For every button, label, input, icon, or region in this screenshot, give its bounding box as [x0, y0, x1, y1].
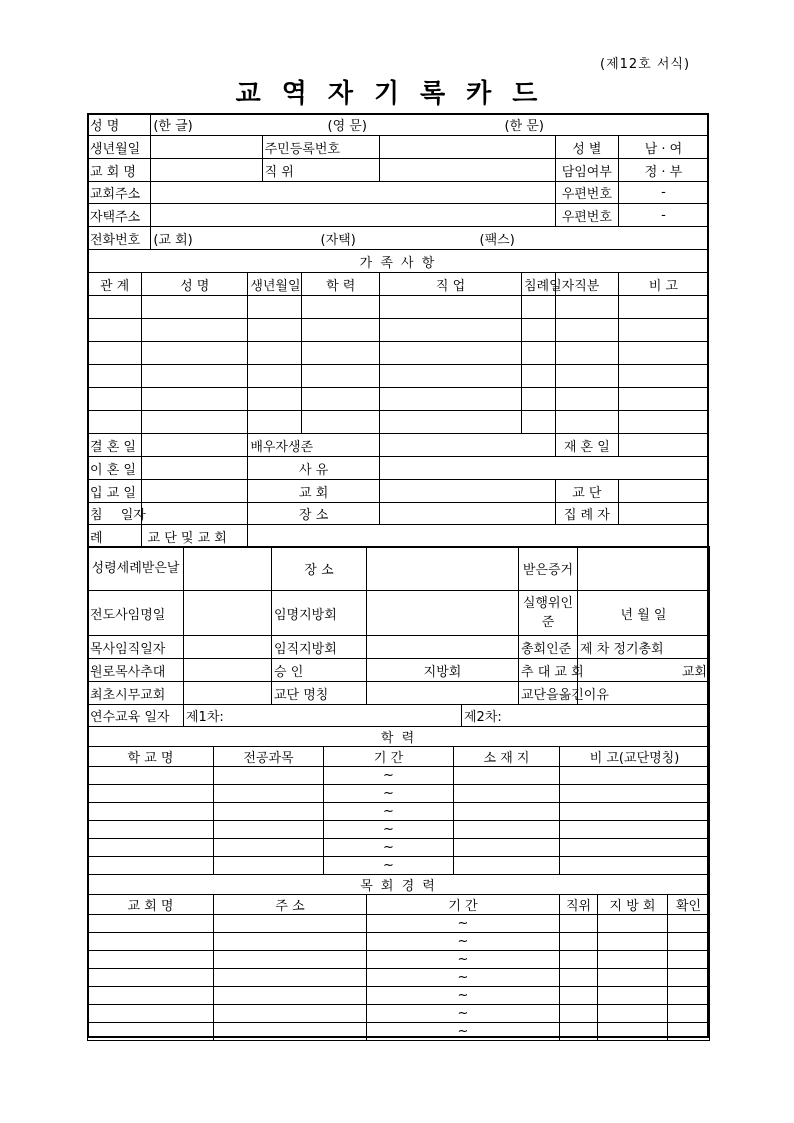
- ministry-cell[interactable]: [88, 987, 214, 1005]
- family-cell[interactable]: [618, 342, 708, 365]
- committee-date-field[interactable]: 년 월 일: [578, 591, 710, 636]
- phone-label: 전화번호: [88, 227, 151, 250]
- church-name-label: 교 회 명: [88, 159, 151, 182]
- divorce-date-label: 이 혼 일: [88, 457, 142, 480]
- ministry-cell[interactable]: [598, 1005, 668, 1023]
- ministry-cell[interactable]: [88, 969, 214, 987]
- ministry-period-cell[interactable]: ~: [367, 933, 560, 951]
- baptism-place-field[interactable]: [380, 503, 556, 525]
- confirmation-place-field[interactable]: [367, 547, 519, 591]
- education-cell[interactable]: [560, 839, 710, 857]
- education-cell[interactable]: [88, 839, 214, 857]
- family-cell[interactable]: [248, 388, 302, 411]
- committee-label: 실행위인준: [519, 591, 578, 636]
- birthdate-field[interactable]: [151, 136, 262, 159]
- min-col-address: 주 소: [214, 895, 367, 915]
- position-label: 직 위: [262, 159, 379, 182]
- ministry-cell[interactable]: [560, 1005, 598, 1023]
- family-cell[interactable]: [248, 411, 302, 434]
- name-field[interactable]: [151, 114, 709, 136]
- family-cell[interactable]: [380, 296, 522, 319]
- phone-home-label: (자택): [320, 232, 356, 248]
- family-cell[interactable]: [618, 365, 708, 388]
- family-cell[interactable]: [555, 365, 618, 388]
- denomination-field[interactable]: [618, 480, 708, 503]
- ministry-period-cell[interactable]: ~: [367, 1023, 560, 1041]
- education-cell[interactable]: [214, 821, 324, 839]
- phone-field[interactable]: [151, 227, 709, 250]
- approval-label: 승 인: [272, 659, 367, 682]
- family-cell[interactable]: [142, 388, 248, 411]
- education-cell[interactable]: [214, 803, 324, 821]
- church-address-field[interactable]: [151, 182, 555, 204]
- church-postal-field[interactable]: -: [618, 182, 708, 204]
- family-cell[interactable]: [142, 365, 248, 388]
- name-cn-label: (한 문): [504, 119, 544, 134]
- min-col-position: 직위: [560, 895, 598, 915]
- birthdate-label: 생년월일: [88, 136, 151, 159]
- evangelist-date-label: 전도사임명일: [88, 591, 184, 636]
- ministry-row: [88, 915, 710, 933]
- ministry-cell[interactable]: [560, 969, 598, 987]
- ministry-cell[interactable]: [598, 933, 668, 951]
- appointing-district-field[interactable]: [367, 591, 519, 636]
- ministry-cell[interactable]: [560, 1023, 598, 1041]
- education-cell[interactable]: [454, 767, 560, 785]
- ministry-section-heading: 목 회 경 력: [88, 875, 710, 895]
- ministry-period-cell[interactable]: ~: [367, 915, 560, 933]
- family-cell[interactable]: [248, 296, 302, 319]
- edu-col-major: 전공과목: [214, 747, 324, 767]
- education-section-heading: 학 력: [88, 727, 710, 747]
- join-church-field[interactable]: [380, 480, 556, 503]
- education-row: [88, 767, 710, 785]
- position-field[interactable]: [380, 159, 556, 182]
- remarriage-date-label: 재 혼 일: [555, 434, 618, 457]
- edu-col-remarks: 비 고(교단명칭): [560, 747, 710, 767]
- ministry-cell[interactable]: [668, 933, 710, 951]
- education-row: [88, 821, 710, 839]
- family-cell[interactable]: [618, 388, 708, 411]
- family-cell[interactable]: [521, 365, 555, 388]
- family-row: [88, 388, 709, 411]
- ministry-cell[interactable]: [560, 915, 598, 933]
- min-col-period: 기 간: [367, 895, 560, 915]
- family-cell[interactable]: [302, 365, 380, 388]
- family-cell[interactable]: [302, 296, 380, 319]
- family-cell[interactable]: [555, 388, 618, 411]
- baptism-label: 침: [90, 508, 103, 523]
- ministry-cell[interactable]: [668, 1023, 710, 1041]
- proof-label: 받은증거: [519, 547, 578, 591]
- family-col-baptism-date: 침례일자: [521, 273, 555, 296]
- education-period-cell[interactable]: ~: [324, 839, 454, 857]
- denom-church-field[interactable]: [248, 525, 709, 548]
- education-cell[interactable]: [88, 803, 214, 821]
- family-col-remarks: 비 고: [618, 273, 708, 296]
- education-row: [88, 839, 710, 857]
- min-col-district: 지 방 회: [598, 895, 668, 915]
- education-cell[interactable]: [214, 857, 324, 875]
- ministry-cell[interactable]: [560, 933, 598, 951]
- ministry-cell[interactable]: [214, 1023, 367, 1041]
- ministry-cell[interactable]: [214, 969, 367, 987]
- approval-field[interactable]: 지방회: [367, 659, 519, 682]
- family-cell[interactable]: [521, 411, 555, 434]
- family-cell[interactable]: [248, 342, 302, 365]
- family-cell[interactable]: [618, 296, 708, 319]
- family-cell[interactable]: [302, 411, 380, 434]
- ministry-cell[interactable]: [598, 1023, 668, 1041]
- education-cell[interactable]: [454, 839, 560, 857]
- ministry-cell[interactable]: [598, 915, 668, 933]
- ministry-cell[interactable]: [668, 915, 710, 933]
- education-period-cell[interactable]: ~: [324, 821, 454, 839]
- confirmation-day-field[interactable]: [184, 547, 272, 591]
- education-cell[interactable]: [560, 767, 710, 785]
- home-postal-label: 우편번호: [555, 204, 618, 227]
- education-cell[interactable]: [88, 767, 214, 785]
- family-row: [88, 411, 709, 434]
- family-cell[interactable]: [521, 296, 555, 319]
- family-cell[interactable]: [380, 365, 522, 388]
- family-col-name: 성 명: [142, 273, 248, 296]
- ministry-row: [88, 987, 710, 1005]
- min-col-confirm: 확인: [668, 895, 710, 915]
- denom-name-label: 교단 명칭: [272, 682, 367, 705]
- baptism-date-sublabel: 일자: [120, 508, 146, 523]
- ministry-row: [88, 1023, 710, 1041]
- education-cell[interactable]: [560, 785, 710, 803]
- move-reason-label: 교단을옮긴이유: [519, 682, 578, 705]
- ministry-cell[interactable]: [668, 969, 710, 987]
- ministry-cell[interactable]: [598, 951, 668, 969]
- ministry-cell[interactable]: [214, 915, 367, 933]
- family-col-office: 직분: [555, 273, 618, 296]
- proof-field[interactable]: [578, 547, 710, 591]
- officiant-label: 집 례 자: [555, 503, 618, 525]
- family-cell[interactable]: [555, 342, 618, 365]
- family-cell[interactable]: [88, 411, 142, 434]
- divorce-date-field[interactable]: [142, 457, 248, 480]
- education-cell[interactable]: [560, 857, 710, 875]
- ministry-cell[interactable]: [214, 987, 367, 1005]
- first-church-label: 최초시무교회: [88, 682, 184, 705]
- church-address-label: 교회주소: [88, 182, 151, 204]
- general-assembly-field[interactable]: 제 차 정기총회: [578, 636, 710, 659]
- education-cell[interactable]: [454, 821, 560, 839]
- ministry-cell[interactable]: [214, 1005, 367, 1023]
- recommending-church-label: 추 대 교 회: [519, 659, 578, 682]
- denom-church-label: [88, 525, 227, 548]
- church-postal-label: 우편번호: [555, 182, 618, 204]
- family-cell[interactable]: [88, 319, 142, 342]
- family-cell[interactable]: [521, 388, 555, 411]
- education-cell[interactable]: [214, 785, 324, 803]
- ministry-cell[interactable]: [88, 1005, 214, 1023]
- education-cell[interactable]: [454, 857, 560, 875]
- gender-select[interactable]: 남 · 여: [618, 136, 708, 159]
- form-number: (제12호 서식): [600, 57, 691, 72]
- ministry-cell[interactable]: [214, 951, 367, 969]
- denomination-label: 교 단: [555, 480, 618, 503]
- ministry-row: [88, 969, 710, 987]
- name-en-label: (영 문): [327, 119, 367, 134]
- ministry-period-cell[interactable]: ~: [367, 951, 560, 969]
- ministry-cell[interactable]: [560, 987, 598, 1005]
- baptism-date-label: [88, 503, 146, 525]
- family-cell[interactable]: [248, 365, 302, 388]
- family-row: [88, 319, 709, 342]
- confirmation-place-label: 장 소: [272, 547, 367, 591]
- family-cell[interactable]: [302, 342, 380, 365]
- education-table: [87, 726, 710, 875]
- ministry-period-cell[interactable]: ~: [367, 1005, 560, 1023]
- denom-church-sublabel: 교 단 및 교 회: [147, 530, 227, 546]
- education-cell[interactable]: [454, 803, 560, 821]
- second-training-field[interactable]: 제2차:: [462, 705, 710, 727]
- reason-field[interactable]: [380, 457, 709, 480]
- pastor-date-field[interactable]: [184, 636, 272, 659]
- education-row: [88, 803, 710, 821]
- phone-fax-label: (팩스): [479, 232, 515, 248]
- ministry-period-cell[interactable]: ~: [367, 987, 560, 1005]
- evangelist-date-field[interactable]: [184, 591, 272, 636]
- family-cell[interactable]: [380, 411, 522, 434]
- spouse-alive-field[interactable]: [380, 434, 556, 457]
- join-date-field[interactable]: [142, 480, 248, 503]
- family-cell[interactable]: [521, 342, 555, 365]
- elder-pastor-label: 원로목사추대: [88, 659, 184, 682]
- ministry-row: [88, 933, 710, 951]
- ministry-cell[interactable]: [88, 915, 214, 933]
- general-assembly-label: 총회인준: [519, 636, 578, 659]
- ministry-cell[interactable]: [560, 951, 598, 969]
- family-cell[interactable]: [302, 319, 380, 342]
- resident-no-label: 주민등록번호: [262, 136, 379, 159]
- ministry-cell[interactable]: [88, 933, 214, 951]
- family-cell[interactable]: [618, 411, 708, 434]
- education-period-cell[interactable]: ~: [324, 857, 454, 875]
- family-cell[interactable]: [88, 296, 142, 319]
- family-cell[interactable]: [380, 319, 522, 342]
- in-charge-label: 담임여부: [555, 159, 618, 182]
- family-cell[interactable]: [88, 388, 142, 411]
- recommending-church-field[interactable]: 교회: [578, 659, 710, 682]
- officiant-field[interactable]: [618, 503, 708, 525]
- education-period-cell[interactable]: ~: [324, 767, 454, 785]
- church-name-field[interactable]: [151, 159, 262, 182]
- education-cell[interactable]: [560, 803, 710, 821]
- home-address-label: 자택주소: [88, 204, 151, 227]
- education-cell[interactable]: [88, 857, 214, 875]
- family-cell[interactable]: [88, 365, 142, 388]
- in-charge-select[interactable]: 정 · 부: [618, 159, 708, 182]
- ministry-cell[interactable]: [598, 987, 668, 1005]
- ministry-cell[interactable]: [88, 1023, 214, 1041]
- spouse-alive-label: 배우자생존: [248, 434, 380, 457]
- family-cell[interactable]: [248, 319, 302, 342]
- denom-name-field[interactable]: [367, 682, 519, 705]
- gender-label: 성 별: [555, 136, 618, 159]
- first-training-field[interactable]: 제1차:: [184, 705, 462, 727]
- family-cell[interactable]: [380, 388, 522, 411]
- education-period-cell[interactable]: ~: [324, 785, 454, 803]
- family-cell[interactable]: [555, 319, 618, 342]
- confirmation-day-label: 성령세례받은날: [88, 547, 184, 591]
- education-row: [88, 857, 710, 875]
- family-col-birthdate: 생년월일: [248, 273, 302, 296]
- ordaining-district-field[interactable]: [367, 636, 519, 659]
- ordination-table: [87, 546, 710, 705]
- name-kr-label: (한 글): [153, 119, 193, 134]
- min-col-church: 교 회 명: [88, 895, 214, 915]
- education-cell[interactable]: [454, 785, 560, 803]
- family-col-job: 직 업: [380, 273, 522, 296]
- family-cell[interactable]: [555, 411, 618, 434]
- family-cell[interactable]: [380, 342, 522, 365]
- family-row: [88, 342, 709, 365]
- personal-family-table: [87, 113, 709, 548]
- family-col-education: 학 력: [302, 273, 380, 296]
- pastor-date-label: 목사임직일자: [88, 636, 184, 659]
- edu-col-period: 기 간: [324, 747, 454, 767]
- training-table: [87, 704, 710, 727]
- marriage-date-field[interactable]: [142, 434, 248, 457]
- family-cell[interactable]: [142, 296, 248, 319]
- education-cell[interactable]: [560, 821, 710, 839]
- ministry-cell[interactable]: [668, 951, 710, 969]
- home-address-field[interactable]: [151, 204, 555, 227]
- elder-pastor-field[interactable]: [184, 659, 272, 682]
- education-period-cell[interactable]: ~: [324, 803, 454, 821]
- family-cell[interactable]: [142, 342, 248, 365]
- baptism-place-label: 장 소: [248, 503, 380, 525]
- education-cell[interactable]: [214, 839, 324, 857]
- family-section-heading: 가 족 사 항: [88, 250, 709, 273]
- education-cell[interactable]: [88, 821, 214, 839]
- marriage-date-label: 결 혼 일: [88, 434, 142, 457]
- family-row: [88, 296, 709, 319]
- home-postal-field[interactable]: -: [618, 204, 708, 227]
- family-cell[interactable]: [142, 319, 248, 342]
- ministry-row: [88, 1005, 710, 1023]
- family-cell[interactable]: [521, 319, 555, 342]
- ministry-table: [87, 874, 710, 1041]
- family-cell[interactable]: [88, 342, 142, 365]
- family-cell[interactable]: [142, 411, 248, 434]
- join-church-label: 교 회: [248, 480, 380, 503]
- ministry-cell[interactable]: [88, 951, 214, 969]
- page-title: 교역자기록카드: [235, 79, 559, 109]
- ministry-period-cell[interactable]: ~: [367, 969, 560, 987]
- baptism-date-field[interactable]: [142, 503, 248, 525]
- family-col-relation: 관 계: [88, 273, 142, 296]
- education-cell[interactable]: [88, 785, 214, 803]
- phone-church-label: (교 회): [153, 232, 193, 248]
- ministry-cell[interactable]: [598, 969, 668, 987]
- first-church-field[interactable]: [184, 682, 272, 705]
- family-cell[interactable]: [555, 296, 618, 319]
- resident-no-field[interactable]: [380, 136, 556, 159]
- ministry-cell[interactable]: [668, 1005, 710, 1023]
- name-label: 성 명: [88, 114, 151, 136]
- appointing-district-label: 임명지방회: [272, 591, 367, 636]
- ordaining-district-label: 임직지방회: [272, 636, 367, 659]
- edu-col-school: 학 교 명: [88, 747, 214, 767]
- training-dates-label: 연수교육 일자: [88, 705, 184, 727]
- remarriage-date-field[interactable]: [618, 434, 708, 457]
- ministry-cell[interactable]: [214, 933, 367, 951]
- family-cell[interactable]: [618, 319, 708, 342]
- join-date-label: 입 교 일: [88, 480, 142, 503]
- ministry-row: [88, 951, 710, 969]
- edu-col-location: 소 재 지: [454, 747, 560, 767]
- education-cell[interactable]: [214, 767, 324, 785]
- family-cell[interactable]: [302, 388, 380, 411]
- family-row: [88, 365, 709, 388]
- reason-label: 사 유: [248, 457, 380, 480]
- baptism-label-2: 례: [90, 530, 103, 546]
- ministry-cell[interactable]: [668, 987, 710, 1005]
- education-row: [88, 785, 710, 803]
